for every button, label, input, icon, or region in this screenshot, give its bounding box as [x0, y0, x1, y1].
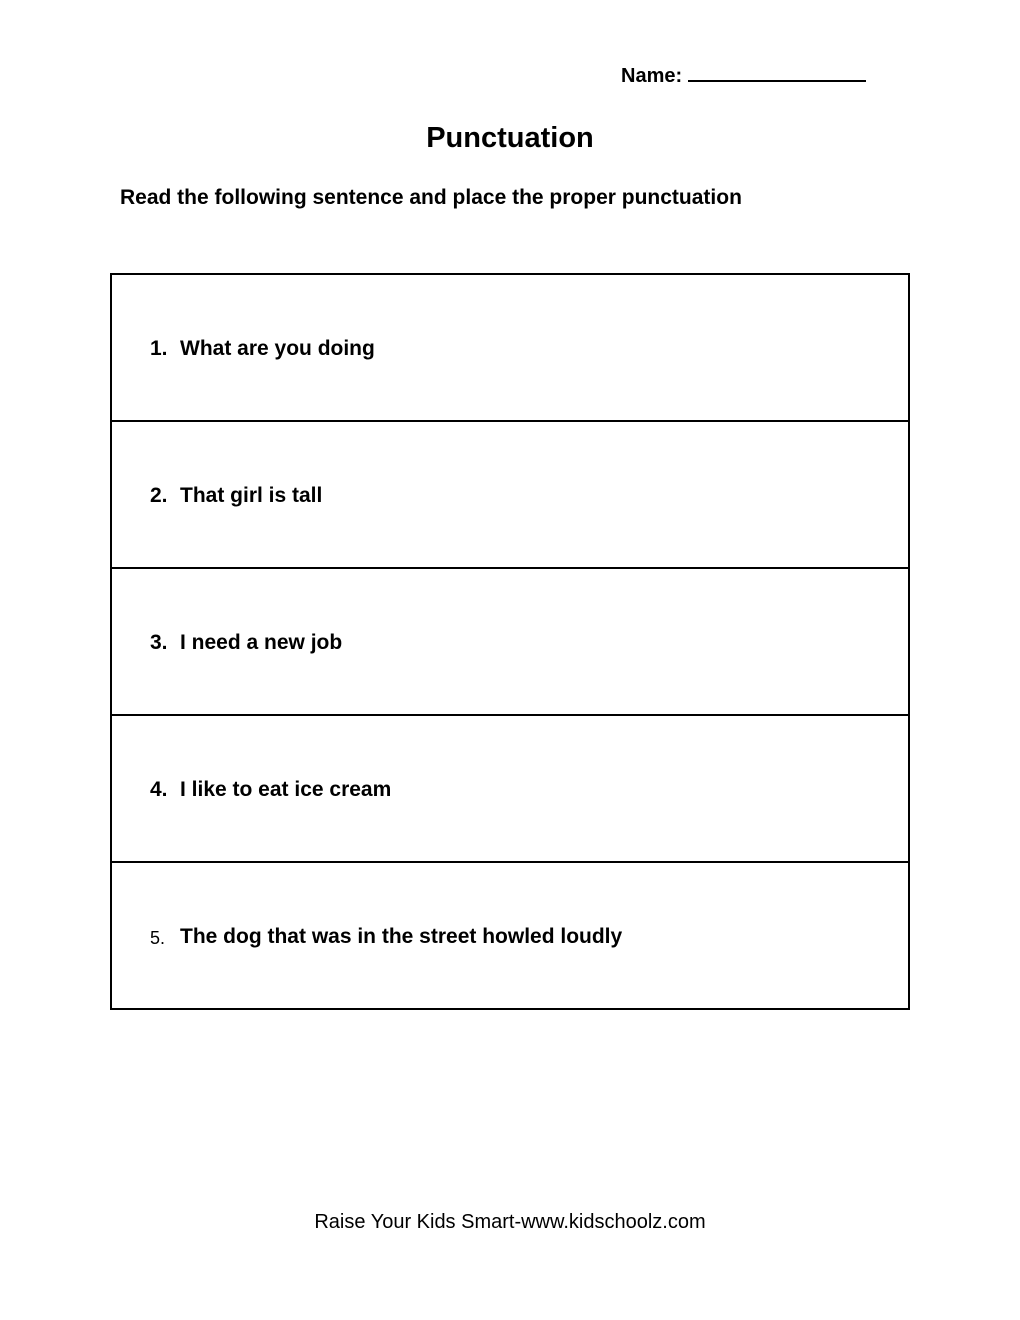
footer-credit: Raise Your Kids Smart-www.kidschoolz.com	[314, 1211, 706, 1233]
question-row	[112, 275, 908, 422]
question-text: That girl is tall	[180, 484, 323, 507]
question-text: I need a new job	[180, 631, 343, 654]
page-title: Punctuation	[426, 122, 594, 154]
question-row	[112, 716, 908, 863]
question-row	[112, 422, 908, 569]
question-number: 4.	[150, 778, 168, 801]
question-text: What are you doing	[180, 337, 375, 360]
name-blank-line[interactable]	[688, 62, 866, 82]
question-number: 5.	[150, 928, 166, 948]
question-row	[112, 569, 908, 716]
question-number: 1.	[150, 337, 168, 360]
question-text: I like to eat ice cream	[180, 778, 392, 801]
question-row	[112, 863, 908, 1008]
question-number: 2.	[150, 484, 168, 507]
name-label: Name:	[621, 65, 683, 87]
question-text: The dog that was in the street howled loudly	[180, 925, 623, 948]
questions-table	[110, 273, 910, 1010]
question-number: 3.	[150, 631, 168, 654]
instructions-text: Read the following sentence and place the proper punctuation	[120, 186, 742, 209]
name-field	[621, 62, 866, 88]
